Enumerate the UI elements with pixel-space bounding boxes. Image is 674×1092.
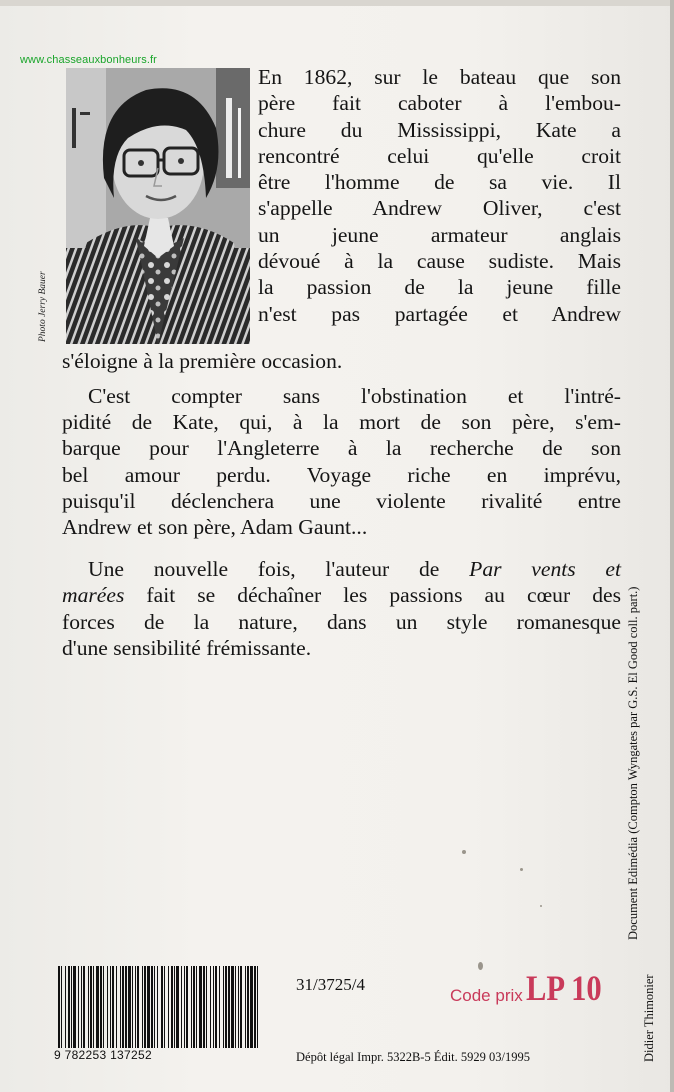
print-speck xyxy=(478,962,483,970)
paragraph-1-line: n'est pas partagée et Andrew xyxy=(258,301,621,326)
paragraph-1-line: être l'homme de sa vie. Il xyxy=(258,170,621,195)
paragraph-1-line: la passion de la jeune fille xyxy=(258,275,621,300)
barcode-bar xyxy=(110,966,111,1048)
paragraph-1-end: s'éloigne à la première occasion. xyxy=(62,349,343,373)
barcode-bar xyxy=(78,966,79,1048)
barcode-bar xyxy=(168,966,169,1048)
barcode-bar xyxy=(215,966,217,1048)
barcode-bar xyxy=(199,966,202,1048)
paragraph-1-line: chure du Mississippi, Kate a xyxy=(258,117,621,142)
paragraph-2-body xyxy=(62,409,621,540)
paragraph-3-line-2 xyxy=(62,582,621,608)
barcode-bar xyxy=(147,966,150,1048)
paragraph-2-line: pidité de Kate, qui, à la mort de son père, s'em- xyxy=(62,410,621,434)
barcode-bar xyxy=(176,966,179,1048)
barcode-bar xyxy=(235,966,236,1048)
barcode-bar xyxy=(174,966,175,1048)
paragraph-1-line: rencontré celui qu'elle croit xyxy=(258,143,621,168)
barcode-bar xyxy=(196,966,197,1048)
isbn-barcode xyxy=(56,966,262,1048)
barcode-bar xyxy=(58,966,60,1048)
barcode-bar xyxy=(144,966,146,1048)
barcode-bar xyxy=(90,966,92,1048)
barcode-bar xyxy=(157,966,158,1048)
paragraph-2-line: C'est compter sans l'obstination et l'intré- xyxy=(88,384,621,408)
barcode-bar xyxy=(181,966,182,1048)
barcode-bar xyxy=(100,966,102,1048)
barcode-bar xyxy=(65,966,66,1048)
barcode-bar xyxy=(137,966,139,1048)
barcode-bar xyxy=(206,966,207,1048)
book-title-italic: marées xyxy=(62,583,125,608)
barcode-bar xyxy=(112,966,114,1048)
barcode-bar xyxy=(103,966,104,1048)
barcode-bar xyxy=(213,966,214,1048)
barcode-bar xyxy=(88,966,89,1048)
barcode-bar xyxy=(257,966,258,1048)
author-portrait-image xyxy=(66,68,250,344)
paragraph-2 xyxy=(62,383,621,409)
depot-legal: Dépôt légal Impr. 5322B-5 Édit. 5929 03/1995 xyxy=(296,1050,531,1064)
barcode-bar xyxy=(223,966,224,1048)
catalog-reference: 31/3725/4 xyxy=(296,975,365,994)
paragraph-1-line: s'appelle Andrew Oliver, c'est xyxy=(258,196,621,221)
paragraph-1 xyxy=(258,64,621,327)
barcode-bar xyxy=(161,966,163,1048)
barcode-bar xyxy=(171,966,173,1048)
paragraph-1-line: dévoué à la cause sudiste. Mais xyxy=(258,249,621,274)
barcode-bar xyxy=(151,966,153,1048)
barcode-bar xyxy=(193,966,195,1048)
watermark-link[interactable]: www.chasseauxbonheurs.fr xyxy=(20,54,157,66)
print-speck xyxy=(540,905,542,907)
barcode-bar xyxy=(93,966,94,1048)
barcode-bar xyxy=(125,966,127,1048)
barcode-bar xyxy=(61,966,62,1048)
barcode-bar xyxy=(164,966,165,1048)
barcode-bar xyxy=(107,966,108,1048)
barcode-bar xyxy=(96,966,99,1048)
author-photo xyxy=(66,68,250,344)
paragraph-2-line: puisqu'il déclenchera une violente rivalité entre xyxy=(62,488,621,513)
barcode-bar xyxy=(122,966,124,1048)
barcode-bar xyxy=(228,966,230,1048)
barcode-bar xyxy=(247,966,249,1048)
paragraph-2-end: Andrew et son père, Adam Gaunt... xyxy=(62,515,368,540)
barcode-bar xyxy=(210,966,211,1048)
barcode-bar xyxy=(231,966,234,1048)
photo-credit: Photo Jerry Bauer xyxy=(38,271,48,342)
cover-right-edge xyxy=(670,0,674,1092)
barcode-bar xyxy=(245,966,246,1048)
book-title-italic: Par vents et xyxy=(469,557,621,581)
paragraph-3-line-2-roman: fait se déchaîner les passions au cœur des xyxy=(124,583,621,608)
cover-top-edge xyxy=(0,0,674,6)
barcode-bar xyxy=(120,966,121,1048)
barcode-number: 9 782253 137252 xyxy=(54,1048,152,1062)
barcode-bar xyxy=(250,966,253,1048)
barcode-bar xyxy=(240,966,242,1048)
paragraph-3-line-1-roman: Une nouvelle fois, l'auteur de xyxy=(88,557,470,581)
paragraph-3-line: forces de la nature, dans un style romanesque xyxy=(62,609,621,634)
paragraph-3-line-1 xyxy=(62,556,621,582)
paragraph-1-line: père fait caboter à l'embou- xyxy=(258,91,621,116)
barcode-bar xyxy=(135,966,136,1048)
barcode-bar xyxy=(238,966,239,1048)
code-prix-value: LP 10 xyxy=(526,968,602,1008)
paragraph-3 xyxy=(62,556,621,661)
paragraph-2-line: bel amour perdu. Voyage riche en imprévu, xyxy=(62,462,621,487)
barcode-bar xyxy=(68,966,70,1048)
print-speck xyxy=(520,868,523,871)
designer-credit: Didier Thimonier xyxy=(642,974,656,1062)
barcode-bar xyxy=(83,966,85,1048)
paragraph-3-line: d'une sensibilité frémissante. xyxy=(62,635,312,660)
barcode-bar xyxy=(191,966,192,1048)
barcode-bar xyxy=(116,966,117,1048)
barcode-bar xyxy=(142,966,143,1048)
barcode-bar xyxy=(186,966,188,1048)
barcode-bar xyxy=(71,966,72,1048)
barcode-bar xyxy=(132,966,133,1048)
barcode-bar xyxy=(203,966,205,1048)
paragraph-1-line: un jeune armateur anglais xyxy=(258,222,621,247)
print-speck xyxy=(462,850,466,854)
barcode-bar xyxy=(73,966,76,1048)
barcode-bar xyxy=(154,966,155,1048)
barcode-bar xyxy=(184,966,185,1048)
barcode-bar xyxy=(128,966,131,1048)
paragraph-1-line: En 1862, sur le bateau que son xyxy=(258,65,621,89)
code-prix-label: Code prix xyxy=(450,986,523,1005)
barcode-bar xyxy=(81,966,82,1048)
paragraph-2-line: barque pour l'Angleterre à la recherche de son xyxy=(62,436,621,461)
barcode-bar xyxy=(254,966,256,1048)
barcode-bar xyxy=(219,966,220,1048)
barcode-bar xyxy=(225,966,227,1048)
cover-image-credit: Document Edimédia (Compton Wyngates par G.S. El Good coll. part.) xyxy=(626,586,640,940)
